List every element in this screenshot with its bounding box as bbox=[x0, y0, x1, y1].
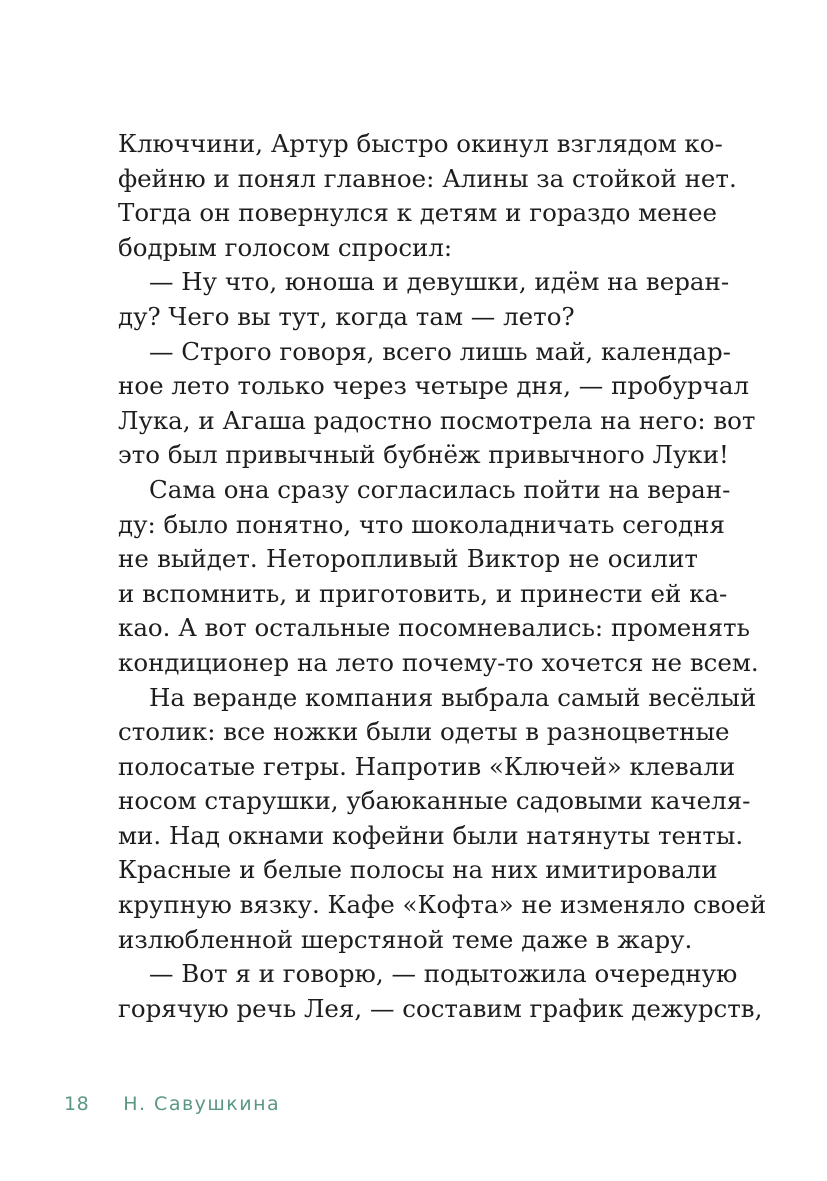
text-line: крупную вязку. Кафе «Кофта» не изменяло своей bbox=[118, 890, 767, 920]
text-line: излюбленной шерстяной теме даже в жару. bbox=[118, 924, 693, 954]
text-line: ми. Над окнами кофейни были натянуты тенты. bbox=[118, 820, 744, 850]
page-footer bbox=[64, 1093, 280, 1115]
text-line: фейню и понял главное: Алины за стойкой нет. bbox=[118, 163, 737, 193]
body-text bbox=[118, 127, 767, 1026]
text-line: — Строго говоря, всего лишь май, календар- bbox=[149, 336, 731, 366]
text-line: это был привычный бубнёж привычного Луки! bbox=[118, 440, 729, 470]
text-line: ду: было понятно, что шоколадничать сегодня bbox=[118, 509, 725, 539]
text-line: носом старушки, убаюканные садовыми качеля- bbox=[118, 786, 751, 816]
text-line: Ключчини, Артур быстро окинул взглядом ко- bbox=[118, 129, 723, 158]
text-line: столик: все ножки были одеты в разноцветные bbox=[118, 717, 730, 747]
text-line: као. А вот остальные посомневались: променять bbox=[118, 613, 750, 643]
text-line: — Ну что, юноша и девушки, идём на веран- bbox=[149, 267, 730, 297]
text-line: и вспомнить, и приготовить, и принести ей ка- bbox=[118, 578, 728, 608]
text-line: Лука, и Агаша радостно посмотрела на него: вот bbox=[118, 405, 756, 435]
text-line: ное лето только через четыре дня, — пробурчал bbox=[118, 371, 750, 401]
text-line: Тогда он повернулся к детям и гораздо менее bbox=[118, 198, 718, 228]
text-line: — Вот я и говорю, — подытожила очередную bbox=[149, 959, 738, 989]
text-line: На веранде компания выбрала самый весёлый bbox=[149, 682, 757, 712]
text-line: бодрым голосом спросил: bbox=[118, 232, 453, 262]
text-line: ду? Чего вы тут, когда там — лето? bbox=[118, 301, 575, 331]
text-line: Красные и белые полосы на них имитировали bbox=[118, 855, 718, 885]
author-name: Н. Савушкина bbox=[123, 1093, 281, 1115]
text-line: Сама она сразу согласилась пойти на веран- bbox=[149, 474, 731, 504]
text-line: горячую речь Лея, — составим график дежурств, bbox=[118, 993, 763, 1023]
text-line: кондиционер на лето почему-то хочется не всем. bbox=[118, 647, 759, 677]
text-line: полосатые гетры. Напротив «Ключей» клевали bbox=[118, 751, 736, 781]
text-line: не выйдет. Неторопливый Виктор не осилит bbox=[118, 544, 698, 574]
page-number: 18 bbox=[64, 1093, 90, 1115]
